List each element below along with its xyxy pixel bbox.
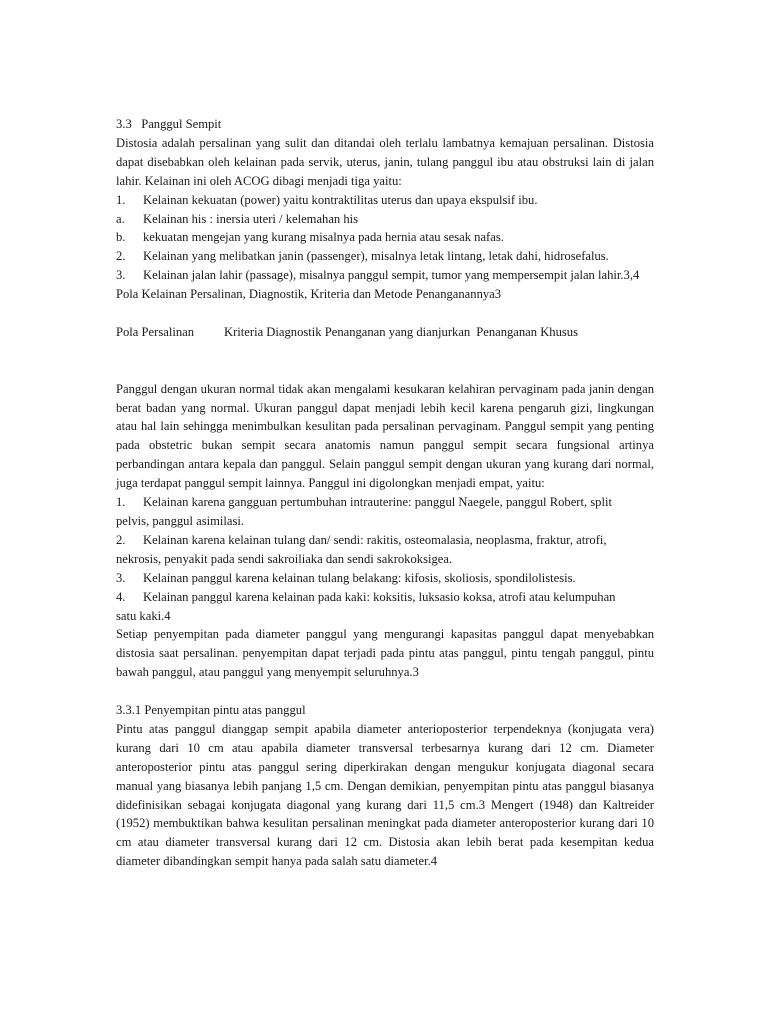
list-text: Kelainan karena kelainan tulang dan/ sendi: rakitis, osteomalasia, neoplasma, fraktur, atrofi, [143, 532, 607, 547]
list-item [116, 247, 654, 266]
list-item-wrapped [116, 266, 654, 285]
section-heading: 3.3 Panggul Sempit [116, 117, 222, 131]
list-marker: 2. [116, 249, 126, 264]
intro-paragraph: Distosia adalah persalinan yang sulit dan ditandai oleh terlalu lambatnya kemajuan persalinan. Distosia dapat disebabkan oleh kelainan pada servik, uterus, janin, tulang panggul ibu atau obstruksi lain di jalan lahir. Kelainan ini oleh ACOG dibagi menjadi tiga yaitu: [116, 135, 654, 188]
list-marker: 3. [116, 570, 126, 585]
list-text: Kelainan panggul karena kelainan pada kaki: koksitis, luksasio koksa, atrofi atau kelumpuhan [143, 589, 616, 604]
panggul-paragraph: Panggul dengan ukuran normal tidak akan mengalami kesukaran kelahiran pervaginam pada janin dengan berat badan yang normal. Ukuran panggul dapat menjadi lebih kecil karena pengaruh gizi, lingkungan atau hal lain sehingga menimbulkan kesulitan pada persalinan pervaginam. Panggul sempit yang penting pada obstetric bukan sempit secara anatomis namun panggul sempit secara fungsional artinya perbandingan antara kepala dan panggul. Selain panggul sempit dengan ukuran yang kurang dari normal, juga terdapat panggul sempit lainnya. Panggul ini digolongkan menjadi empat, yaitu: [116, 381, 654, 491]
list-item [116, 569, 654, 588]
list-marker: 1. [116, 495, 126, 510]
table-header: Penanganan Khusus [476, 324, 579, 339]
list-text: Kelainan kekuatan (power) yaitu kontraktilitas uterus dan upaya ekspulsif ibu. [143, 192, 538, 207]
list-item [116, 588, 654, 626]
setiap-paragraph: Setiap penyempitan pada diameter panggul yang mengurangi kapasitas panggul dapat menyebabkan distosia saat persalinan. penyempitan dapat terjadi pada pintu atas panggul, pintu tengah panggul, pintu bawah panggul, atau panggul yang menyempit seluruhnya.3 [116, 627, 654, 680]
list-item [116, 531, 654, 569]
distosia-list [116, 191, 654, 286]
list-item [116, 191, 654, 210]
list-marker: 1. [116, 192, 126, 207]
subsection-heading: 3.3.1 Penyempitan pintu atas panggul [116, 703, 306, 718]
list-marker: b. [116, 230, 126, 245]
list-text: Kelainan panggul karena kelainan tulang belakang: kifosis, skoliosis, spondilolistesis. [143, 570, 576, 585]
list-text-continued: nekrosis, penyakit pada sendi sakroiliaka dan sendi sakrokoksigea. [116, 551, 453, 566]
list-marker: 3. [116, 268, 126, 283]
list-text: kekuatan mengejan yang kurang misalnya pada hernia atau sesak nafas. [143, 230, 504, 245]
list-text: Kelainan his : inersia uteri / kelemahan his [143, 211, 359, 226]
list-item [116, 228, 654, 247]
list-text: Kelainan karena gangguan pertumbuhan intrauterine: panggul Naegele, panggul Robert, split [143, 495, 612, 510]
list-marker: a. [116, 211, 125, 226]
list-marker: 4. [116, 589, 126, 604]
table-header-row [116, 323, 654, 342]
list-marker: 2. [116, 532, 126, 547]
pola-title: Pola Kelainan Persalinan, Diagnostik, Kriteria dan Metode Penanganannya3 [116, 287, 502, 302]
list-text-continued: satu kaki.4 [116, 608, 171, 623]
table-header: Kriteria Diagnostik Penanganan yang dianjurkan [224, 324, 471, 339]
table-header: Pola Persalinan [116, 324, 194, 339]
list-text: Kelainan jalan lahir (passage), misalnya panggul sempit, tumor yang mempersempit jalan lahir.3,4 [143, 268, 640, 283]
subsection-body: Pintu atas panggul dianggap sempit apabila diameter anterioposterior terpendeknya (konjugata vera) kurang dari 10 cm atau apabila diameter transversal terbesarnya kurang dari 12 cm. Diameter anteroposterior pintu atas panggul sering diperkirakan dengan mengukur konjugata diagonal secara manual yang biasanya lebih panjang 1,5 cm. Dengan demikian, penyempitan pintu atas panggul biasanya didefinisikan sebagai konjugata diagonal yang kurang dari 11,5 cm.3 Mengert (1948) dan Kaltreider (1952) membuktikan bahwa kesulitan persalinan meningkat pada diameter anteroposterior kurang dari 10 cm atau diameter transversal kurang dari 12 cm. Distosia akan lebih berat pada kesempitan kedua diameter dibandingkan sempit hanya pada salah satu diameter.4 [116, 721, 654, 869]
panggul-list [116, 493, 654, 625]
list-item [116, 493, 654, 531]
list-text-continued: pelvis, panggul asimilasi. [116, 514, 245, 528]
list-item [116, 210, 654, 229]
list-text: Kelainan yang melibatkan janin (passenger), misalnya letak lintang, letak dahi, hidrosefalus. [143, 249, 609, 264]
